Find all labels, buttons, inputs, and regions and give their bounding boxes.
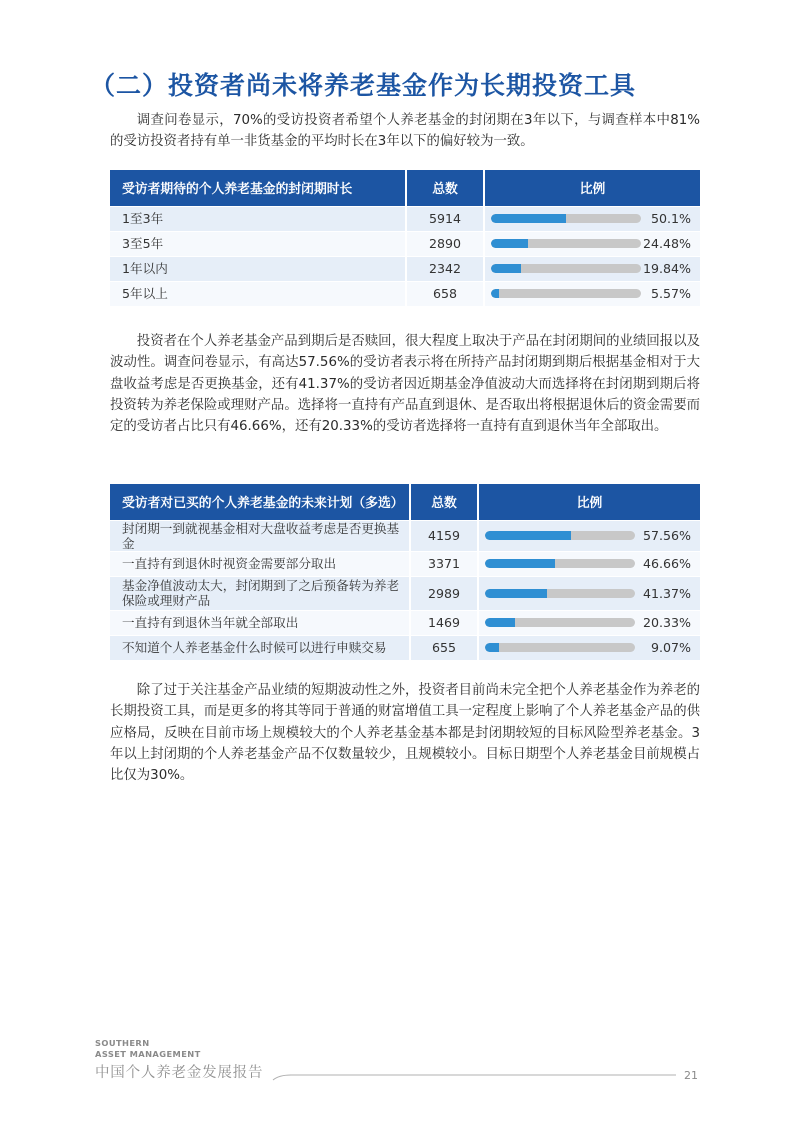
row-count: 2342 xyxy=(406,256,484,281)
row-label: 3至5年 xyxy=(110,231,406,256)
row-count: 2890 xyxy=(406,231,484,256)
percentage-label: 20.33% xyxy=(642,615,691,630)
percentage-label: 41.37% xyxy=(642,585,691,601)
progress-bar-fill xyxy=(491,239,528,248)
row-label: 一直持有到退休时视资金需要部分取出 xyxy=(110,551,410,576)
header-plan: 受访者对已买的个人养老基金的未来计划（多选） xyxy=(110,484,410,520)
progress-bar-track xyxy=(485,618,635,627)
paragraph-redemption xyxy=(110,331,700,437)
header-count: 总数 xyxy=(410,484,478,520)
table-row xyxy=(110,281,700,306)
table-row xyxy=(110,635,700,660)
progress-bar-fill xyxy=(485,643,499,652)
paragraph-text: 除了过于关注基金产品业绩的短期波动性之外，投资者目前尚未完全把个人养老基金作为养老的长期投资工具，而是更多的将其等同于普通的财富增值工具一定程度上影响了个人养老基金产品的供应格局，反映在目前市场上规模较大的个人养老基金基本都是封闭期较短的目标风险型养老基金。3年以上封闭期的个人养老基金产品不仅数量较少，且规模较小。目标日期型个人养老基金目前规模占比仅为30%。 xyxy=(110,683,700,784)
header-count: 总数 xyxy=(406,170,484,206)
row-label: 一直持有到退休当年就全部取出 xyxy=(110,610,410,635)
percentage-label: 9.07% xyxy=(650,640,691,656)
table-header-row xyxy=(110,170,700,206)
paragraph-closing-period xyxy=(110,110,700,153)
row-label: 5年以上 xyxy=(110,281,406,306)
row-count: 658 xyxy=(406,281,484,306)
row-count: 3371 xyxy=(410,551,478,576)
paragraph-text: 调查问卷显示，70%的受访投资者希望个人养老基金的封闭期在3年以下，与调查样本中81%的受访投资者持有单一非货基金的平均时长在3年以下的偏好较为一致。 xyxy=(110,113,700,150)
progress-bar-fill xyxy=(491,264,521,273)
progress-bar-fill xyxy=(485,618,515,627)
row-label: 1年以内 xyxy=(110,256,406,281)
brand-line-2: ASSET MANAGEMENT xyxy=(95,1048,201,1059)
progress-bar-fill xyxy=(485,589,547,598)
row-label: 不知道个人养老基金什么时候可以进行申赎交易 xyxy=(110,635,410,660)
progress-bar-track xyxy=(491,264,641,273)
row-ratio xyxy=(484,256,700,281)
paragraph-text: 投资者在个人养老基金产品到期后是否赎回，很大程度上取决于产品在封闭期间的业绩回报以及波动性。调查问卷显示，有高达57.56%的受访者表示将在所持产品封闭期到期后根据基金相对于大盘收益考虑是否更换基金，还有41.37%的受访者因近期基金净值波动大而选择将在封闭期到期后将投资转为养老保险或理财产品。选择将一直持有产品直到退休、是否取出将根据退休后的资金需要而定的受访者占比只有46.66%，还有20.33%的受访者选择将一直持有直到退休当年全部取出。 xyxy=(110,334,700,435)
percentage-label: 50.1% xyxy=(650,211,691,226)
brand-line-1: SOUTHERN xyxy=(95,1038,150,1048)
progress-bar-track xyxy=(485,589,635,598)
table-expected-closing-period xyxy=(110,170,700,306)
progress-bar-track xyxy=(491,239,641,248)
row-ratio xyxy=(484,206,700,231)
percentage-label: 5.57% xyxy=(650,286,691,302)
report-title: 中国个人养老金发展报告 xyxy=(95,1065,264,1081)
table-row xyxy=(110,520,700,551)
progress-bar-track xyxy=(485,643,635,652)
percentage-label: 46.66% xyxy=(642,556,691,571)
row-ratio xyxy=(484,231,700,256)
progress-bar-fill xyxy=(491,214,566,223)
table-row xyxy=(110,206,700,231)
company-logo-text xyxy=(95,1038,201,1059)
row-count: 5914 xyxy=(406,206,484,231)
row-label: 1至3年 xyxy=(110,206,406,231)
progress-bar-track xyxy=(491,214,641,223)
row-ratio xyxy=(478,576,700,610)
table-row xyxy=(110,576,700,610)
table-row xyxy=(110,231,700,256)
progress-bar-fill xyxy=(485,559,555,568)
header-ratio: 比例 xyxy=(478,484,700,520)
table-row xyxy=(110,256,700,281)
row-count: 1469 xyxy=(410,610,478,635)
progress-bar-track xyxy=(485,531,635,540)
row-count: 655 xyxy=(410,635,478,660)
row-ratio xyxy=(478,610,700,635)
row-count: 2989 xyxy=(410,576,478,610)
row-ratio xyxy=(478,520,700,551)
page-number: 21 xyxy=(684,1069,698,1082)
percentage-label: 19.84% xyxy=(642,261,691,276)
section-title: （二）投资者尚未将养老基金作为长期投资工具 xyxy=(90,71,637,100)
table-header-row xyxy=(110,484,700,520)
table-row xyxy=(110,551,700,576)
row-ratio xyxy=(478,635,700,660)
progress-bar-track xyxy=(485,559,635,568)
row-ratio xyxy=(484,281,700,306)
table-row xyxy=(110,610,700,635)
row-ratio xyxy=(478,551,700,576)
percentage-label: 24.48% xyxy=(642,236,691,251)
progress-bar-fill xyxy=(491,289,499,298)
table-future-plans xyxy=(110,484,700,660)
row-count: 4159 xyxy=(410,520,478,551)
progress-bar-fill xyxy=(485,531,571,540)
row-label: 基金净值波动太大，封闭期到了之后预备转为养老保险或理财产品 xyxy=(110,576,410,610)
progress-bar-track xyxy=(491,289,641,298)
paragraph-long-term xyxy=(110,680,700,786)
header-ratio: 比例 xyxy=(484,170,700,206)
header-period: 受访者期待的个人养老基金的封闭期时长 xyxy=(110,170,406,206)
row-label: 封闭期一到就视基金相对大盘收益考虑是否更换基金 xyxy=(110,520,410,551)
percentage-label: 57.56% xyxy=(642,528,691,543)
